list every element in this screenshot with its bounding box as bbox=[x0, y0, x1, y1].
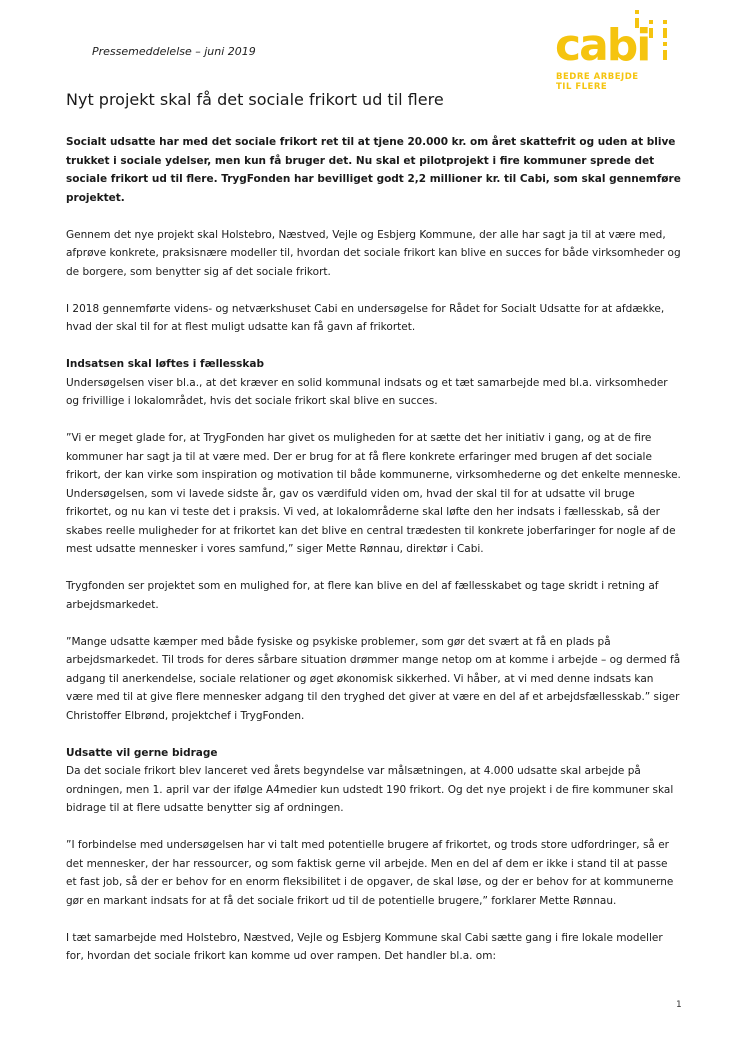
cabi-logo bbox=[555, 6, 675, 101]
section-heading: Indsatsen skal løftes i fællesskab bbox=[66, 358, 264, 370]
body-paragraph: Undersøgelsen viser bl.a., at det kræver en solid kommunal indsats og et tæt samarbejde med bl.a. virksomheder og frivillige i lokalområdet, hvis det sociale frikort skal blive en succes. bbox=[66, 376, 668, 407]
document-type-label: Pressemeddelelse – juni 2019 bbox=[92, 45, 256, 58]
quote-paragraph: ”Mange udsatte kæmper med både fysiske og psykiske problemer, som gør det svært at få en plads på arbejdsmarkedet. Til trods for deres sårbare situation drømmer mange netop om at komme i arbejde – og dermed få adgang til anerkendelse, sociale relationer og øget økonomisk sikkerhed. Vi håber, at vi med denne indsats kan være med til at give flere mennesker adgang til den tryghed det giver at være en del af et arbejdsfællesskab.” siger Christoffer Elbrønd, projektchef i TrygFonden. bbox=[66, 635, 681, 722]
body-paragraph: Gennem det nye projekt skal Holstebro, Næstved, Vejle og Esbjerg Kommune, der alle har sagt ja til at være med, afprøve konkrete, praksisnære modeller til, hvordan det sociale frikort kan blive en succes for både virksomheder og de borgere, som benytter sig af det sociale frikort. bbox=[66, 228, 681, 278]
section-heading: Udsatte vil gerne bidrage bbox=[66, 746, 218, 759]
quote-paragraph: ”I forbindelse med undersøgelsen har vi talt med potentielle brugere af frikortet, og trods store udfordringer, så er det mennesker, der har ressourcer, og som faktisk gerne vil arbejde. Men en del af dem er ikke i stand til at passe et fast job, så der er behov for en enorm fleksibilitet i de opgaver, de skal løse, og der er behov for at kommunerne gør en markant indsats for at få det sociale frikort ud til de potentielle brugere,” forklarer Mette Rønnau. bbox=[66, 839, 674, 907]
page-number: 1 bbox=[676, 1000, 682, 1010]
quote-paragraph: ”Vi er meget glade for, at TrygFonden har givet os muligheden for at sætte det her initiativ i gang, og at de fire kommuner har sagt ja til at være med. Der er brug for at få flere konkrete erfaringer med brugen af det sociale frikort, der kan virke som inspiration og motivation til både kommunerne, virksomhederne og det enkelte menneske. Undersøgelsen, som vi lavede sidste år, gav os værdifuld viden om, hvad der skal til for at udsatte vil bruge frikortet, og nu kan vi teste det i praksis. Vi ved, at lokalområderne skal løfte den her indsats i fællesskab, så der skabes reelle muligheder for at frikortet kan det blive en central trædesten til konkrete joberfaringer for nogle af de mest udsatte mennesker i vores samfund,” siger Mette Rønnau, direktør i Cabi. bbox=[66, 432, 681, 555]
logo-wordmark: cabi bbox=[555, 20, 650, 71]
lead-paragraph: Socialt udsatte har med det sociale frikort ret til at tjene 20.000 kr. om året skattefrit og uden at blive trukket i sociale ydelser, men kun få bruger det. Nu skal et pilotprojekt i fire kommuner sprede det sociale frikort ud til flere. TrygFonden har bevilliget godt 2,2 millioner kr. til Cabi, som skal gennemføre projektet. bbox=[66, 136, 681, 204]
body-paragraph: I 2018 gennemførte videns- og netværkshuset Cabi en undersøgelse for Rådet for Socialt Udsatte for at afdække, hvad der skal til for at flest muligt udsatte kan få gavn af frikortet. bbox=[66, 302, 665, 333]
logo-tagline bbox=[556, 72, 666, 92]
logo-tagline-line-2: TIL FLERE bbox=[556, 82, 608, 92]
article-body bbox=[66, 133, 681, 984]
page-title: Nyt projekt skal få det sociale frikort ud til flere bbox=[66, 90, 444, 109]
logo-tagline-line-1: BEDRE ARBEJDE bbox=[556, 72, 639, 82]
body-paragraph: I tæt samarbejde med Holstebro, Næstved, Vejle og Esbjerg Kommune skal Cabi sætte gang i fire lokale modeller for, hvordan det sociale frikort kan komme ud over rampen. Det handler bl.a. om: bbox=[66, 931, 663, 962]
body-paragraph: Trygfonden ser projektet som en mulighed for, at flere kan blive en del af fællesskabet og tage skridt i retning af arbejdsmarkedet. bbox=[66, 580, 659, 611]
body-paragraph: Da det sociale frikort blev lanceret ved årets begyndelse var målsætningen, at 4.000 udsatte skal arbejde på ordningen, men 1. april var der ifølge A4medier kun udstedt 190 frikort. Og det nye projekt i de fire kommuner skal bidrage til at flere udsatte benytter sig af ordningen. bbox=[66, 765, 674, 814]
